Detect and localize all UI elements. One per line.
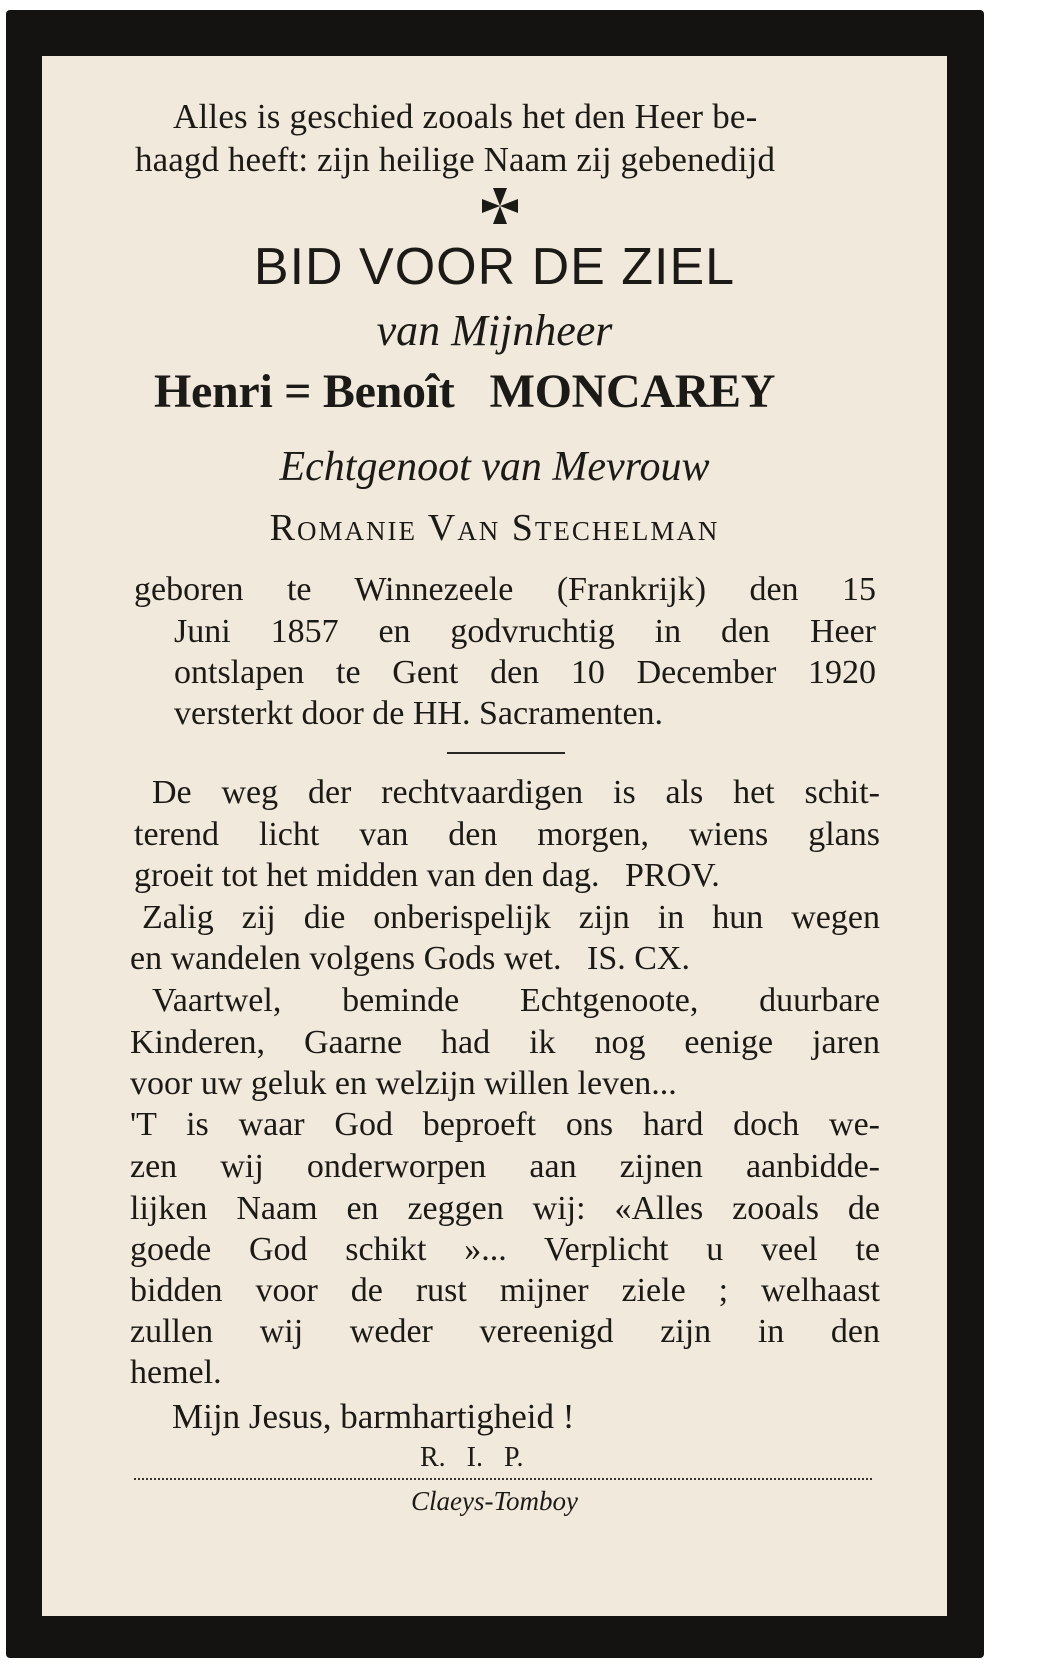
verse-line: groeit tot het midden van den dag. PROV. xyxy=(134,857,720,894)
verse-line: en wandelen volgens Gods wet. IS. CX. xyxy=(130,940,690,977)
deceased-name: Henri = Benoît MONCAREY xyxy=(154,365,776,418)
memorial-card-border xyxy=(6,10,984,1658)
verse-line: Zalig zij die onberispelijk zijn in hun wegen xyxy=(142,899,880,936)
verse-line: 'T is waar God beproeft ons hard doch we- xyxy=(130,1106,880,1143)
footer-divider xyxy=(134,1478,872,1480)
verse-line: bidden voor de rust mijner ziele ; welhaast xyxy=(130,1272,880,1309)
section-divider xyxy=(447,752,565,754)
memorial-card-paper xyxy=(42,56,947,1616)
rip-text: R. I. P. xyxy=(420,1442,524,1473)
verse-line: Vaartwel, beminde Echtgenoote, duurbare xyxy=(152,982,880,1019)
cross-icon xyxy=(480,186,520,226)
biography-line-1: geboren te Winnezeele (Frankrijk) den 15 xyxy=(134,571,876,608)
biography-line-4: versterkt door de HH. Sacramenten. xyxy=(174,695,664,732)
verse-line: De weg der rechtvaardigen is als het schit- xyxy=(152,774,880,811)
spouse-relation: Echtgenoot van Mevrouw xyxy=(279,444,710,490)
prayer-title: BID VOOR DE ZIEL xyxy=(253,238,736,296)
closing-invocation: Mijn Jesus, barmhartigheid ! xyxy=(172,1397,575,1436)
biography-line-3: ontslapen te Gent den 10 December 1920 xyxy=(174,654,876,691)
header-verse-line-2: haagd heeft: zijn heilige Naam zij gebenedijd xyxy=(135,140,776,179)
honorific: van Mijnheer xyxy=(376,306,613,355)
printer-name: Claeys-Tomboy xyxy=(411,1486,578,1516)
verse-line: zen wij onderworpen aan zijnen aanbidde- xyxy=(130,1148,880,1185)
verse-line: zullen wij weder vereenigd zijn in den xyxy=(130,1313,880,1350)
biography-line-2: Juni 1857 en godvruchtig in den Heer xyxy=(174,613,876,650)
verse-line: Kinderen, Gaarne had ik nog eenige jaren xyxy=(130,1024,880,1061)
verse-line: lijken Naam en zeggen wij: «Alles zooals de xyxy=(130,1190,880,1227)
verse-line: goede God schikt »... Verplicht u veel te xyxy=(130,1231,880,1268)
spouse-name: Romanie Van Stechelman xyxy=(269,507,720,549)
header-verse-line-1: Alles is geschied zooals het den Heer be- xyxy=(173,97,758,136)
verse-line: hemel. xyxy=(130,1354,222,1391)
verse-line: terend licht van den morgen, wiens glans xyxy=(134,816,880,853)
verse-line: voor uw geluk en welzijn willen leven... xyxy=(130,1065,677,1102)
